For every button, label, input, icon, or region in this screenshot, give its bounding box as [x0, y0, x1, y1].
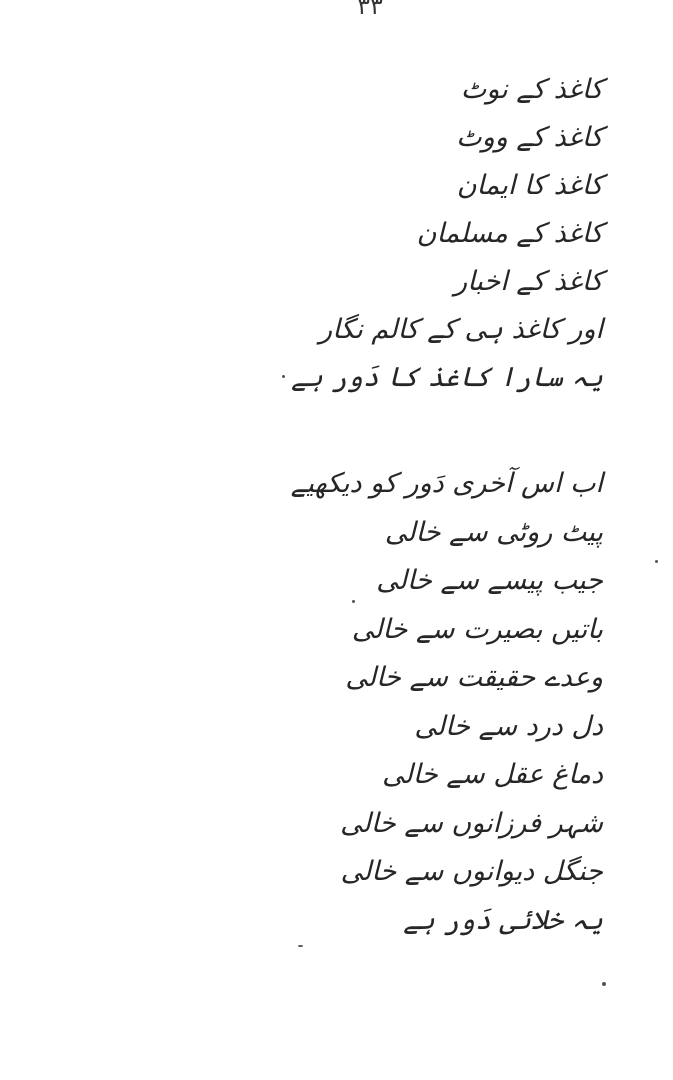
poem-line: باتیں بصیرت سے خالی	[351, 613, 603, 645]
poem-line: اب اس آخری دَور کو دیکھیے	[290, 468, 603, 499]
scan-speck	[602, 982, 606, 986]
poem-line: جیب پیسے سے خالی	[376, 565, 603, 596]
poem-line: دل درد سے خالی	[414, 710, 603, 742]
page-number: ۳۳	[357, 0, 383, 20]
poem-line: یہ سارا کاغذ کا دَور ہے	[291, 362, 603, 393]
poem-line: کاغذ کے مسلمان	[416, 218, 603, 249]
poem-line: کاغذ کے اخبار	[454, 266, 603, 297]
poem-line: کاغذ کے نوٹ	[460, 74, 603, 105]
poem-line: کاغذ کے ووٹ	[456, 122, 603, 153]
scan-speck	[655, 560, 658, 563]
scan-speck	[298, 945, 303, 947]
poem-line: دماغ عقل سے خالی	[382, 759, 603, 790]
scan-speck	[352, 600, 355, 603]
poem-line: کاغذ کا ایمان	[456, 170, 603, 201]
poem-line: وعدے حقیقت سے خالی	[345, 662, 603, 693]
stanza-space-age	[291, 460, 603, 945]
poem-line: یہ خلائی دَور ہے	[403, 904, 603, 936]
poem-line: جنگل دیوانوں سے خالی	[340, 856, 603, 887]
poem-line: شہر فرزانوں سے خالی	[340, 807, 603, 839]
stanza-paper-age	[291, 66, 603, 402]
poem-line: اور کاغذ ہی کے کالم نگار	[319, 314, 603, 345]
poem-line: پیٹ روٹی سے خالی	[384, 516, 603, 548]
scan-speck	[282, 375, 285, 378]
